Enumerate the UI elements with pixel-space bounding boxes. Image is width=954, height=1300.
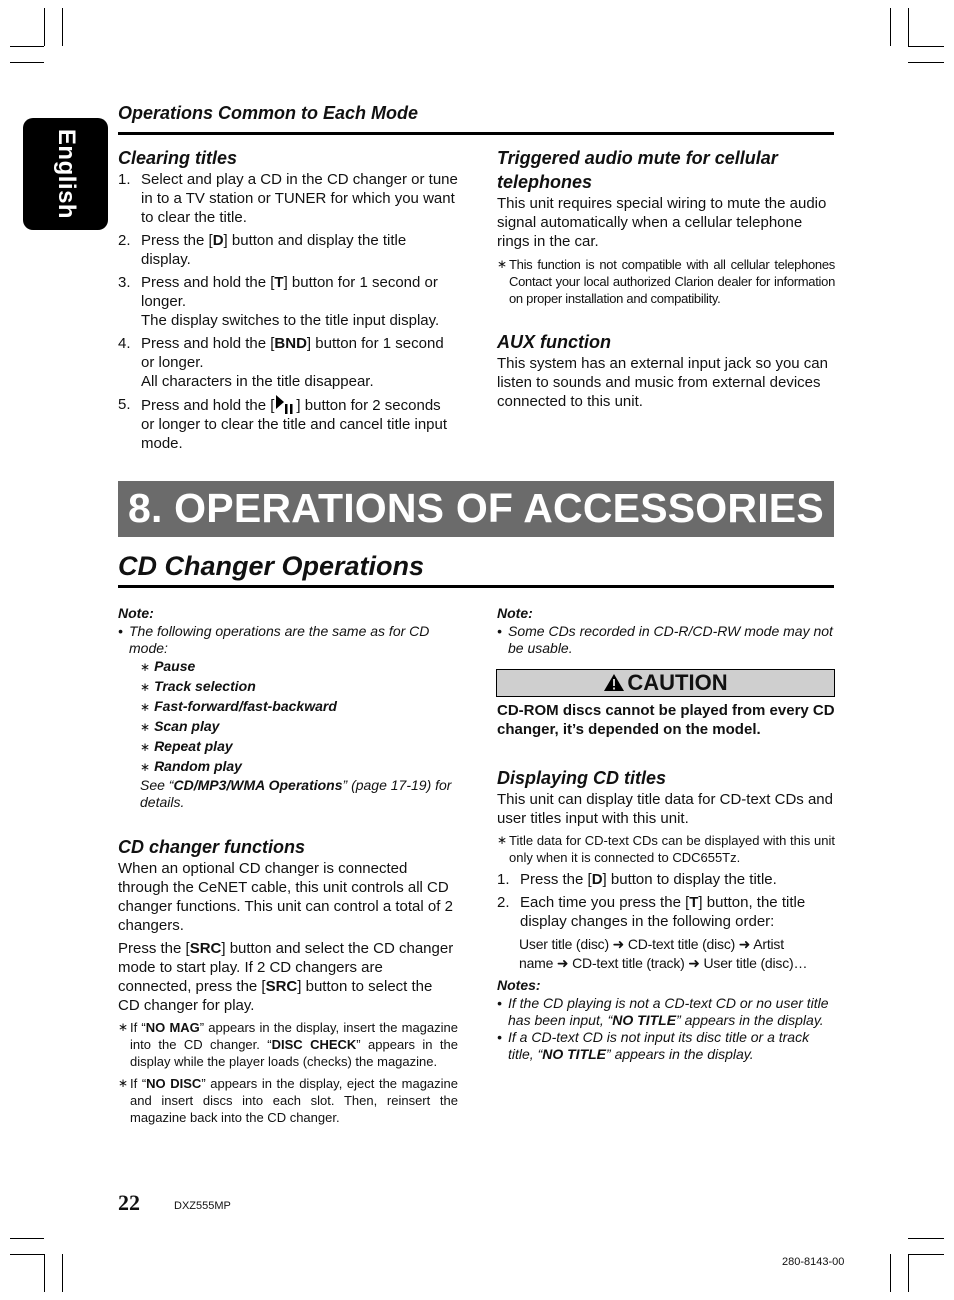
step-text: Press the [ [520,871,592,888]
caution-box [496,669,835,697]
step-number: 3. [118,274,131,291]
step-item [497,870,835,889]
key-label: T [689,894,699,911]
title-order-line: User title (disc) ➜ CD-text title (disc) ➜ Artist [519,936,784,952]
note-text: If a CD-text CD is not input its disc title or a track title, “ [508,1029,810,1062]
mute-note [497,256,835,307]
note-heading: Note: [497,605,533,621]
step-text: ] button for 1 second or longer. [141,335,444,371]
key-label: BND [274,335,307,352]
bullet-icon: • [497,995,502,1011]
step-item [118,395,458,453]
subchapter-title: CD Changer Operations [118,551,425,581]
step-text: ] button and display the title display. [141,232,407,268]
step-text: Each time you press the [ [520,894,690,911]
note-cdr-text: Some CDs recorded in CD-R/CD-RW mode may not be usable. [508,623,833,656]
note-item-text: Repeat play [154,738,233,754]
title-order [497,935,835,973]
step-text: Press and hold the [ [141,274,275,291]
note-cdr [497,623,835,657]
crop-mark [44,8,45,46]
note-text: ” appears in the display, eject the magazine and insert discs into each slot. Then, reinsert the magazine back into the CD changer. [130,1076,458,1125]
bullet-icon: • [497,1029,502,1045]
asterisk-icon: ∗ [140,760,151,774]
note-intro [118,623,458,657]
clearing-titles-section [118,146,458,457]
model-number: DXZ555MP [174,1200,231,1212]
cd-changer-functions-para1: When an optional CD changer is connected through the CeNET cable, this unit controls all CD changer functions. This unit can control a total of 2 changers. [118,860,453,934]
step-number: 1. [118,171,131,188]
clearing-titles-heading: Clearing titles [118,148,238,168]
note-items [118,657,458,811]
asterisk-icon: ∗ [140,720,151,734]
crop-mark [908,1254,909,1292]
mute-section [497,146,835,411]
step-number: 2. [497,894,510,911]
crop-mark [10,62,44,63]
caution-text: CD-ROM discs cannot be played from every CD changer, it’s depended on the model. [497,702,835,738]
note-text: ” appears in the display, insert the magazine into the CD changer. “ [130,1020,458,1052]
step-number: 4. [118,335,131,352]
asterisk-icon: ∗ [497,257,507,271]
bullet-icon: • [497,623,502,639]
step-number: 1. [497,871,510,888]
mute-note-text: This function is not compatible with all cellular telephones Contact your local authorized Clarion dealer for information on proper installation and compatibility. [509,257,835,306]
step-text: ] button for 1 second or longer. [141,274,438,310]
chapter-title: 8. OPERATIONS OF ACCESSORIES [128,485,824,531]
step-text: Press and hold the [ [141,397,275,414]
displaying-cd-titles-body: This unit can display title data for CD-text CDs and user titles input with this unit. [497,791,833,827]
asterisk-icon: ∗ [140,740,151,754]
title-order-line: name ➜ CD-text title (track) ➜ User title (disc)… [519,955,808,971]
note-text: If the CD playing is not a CD-text CD or no user title has been input, “ [508,995,829,1028]
step-number: 2. [118,232,131,249]
no-disc-note [118,1075,458,1126]
crop-mark [44,1254,45,1292]
crop-mark [10,46,44,47]
note-text: ” appears in the display. [676,1012,824,1028]
note-text: ” appears in the display while the player loads (checks) the magazine. [130,1037,458,1069]
note-text: If “ [130,1020,146,1035]
bullet-icon: • [118,623,123,639]
mute-heading: Triggered audio mute for cellular telephones [497,148,778,192]
asterisk-icon: ∗ [118,1076,129,1090]
note-item-text: Random play [154,758,242,774]
page-number: 22 [118,1190,140,1215]
step-item [118,273,458,330]
play-pause-icon [274,395,296,415]
note-item [129,737,458,757]
caution-label-text: CAUTION [627,670,728,695]
step-number: 5. [118,396,131,413]
document-code: 280-8143-00 [782,1256,845,1268]
warning-icon [603,673,625,692]
step-text: Press and hold the [ [141,335,275,352]
key-label: D [591,871,603,888]
note-heading: Note: [118,605,154,621]
note-item-text: Track selection [154,678,256,694]
asterisk-icon: ∗ [118,1020,129,1034]
step-item [118,170,458,227]
step-subtext: All characters in the title disappear. [141,373,374,390]
display-steps [497,870,835,931]
chapter-banner [118,481,834,537]
see-text: See “ [140,777,174,793]
subchapter-header [118,551,834,588]
crop-mark [62,8,63,46]
no-title-note [497,995,835,1029]
note-item-text: Fast-forward/fast-backward [154,698,337,714]
caution-label [603,670,727,695]
crop-mark [908,62,944,63]
note-item [129,697,458,717]
cd-changer-right-column [497,604,835,657]
crop-mark [908,46,944,47]
crop-mark [890,8,891,46]
display-message: NO TITLE [612,1012,677,1028]
step-item [118,231,458,269]
step-item [497,893,835,931]
crop-mark [62,1254,63,1292]
step-item [118,334,458,391]
step-text: Press the [ [141,232,213,249]
note-item [129,757,458,777]
key-label: D [212,232,224,249]
note-item-text: Scan play [154,718,220,734]
step-text: ] button, the title display changes in the following order: [520,894,806,930]
asterisk-icon: ∗ [497,833,508,847]
cd-changer-functions-heading: CD changer functions [118,837,306,857]
step-text: ] button for 2 seconds or longer to clear the title and cancel title input mode. [141,397,448,452]
key-label: SRC [265,978,298,995]
para-text: Press the [ [118,940,190,957]
para-text: ] button to select the CD changer for play. [118,978,433,1014]
displaying-cd-titles-section [497,766,835,1063]
notes-heading: Notes: [497,977,541,993]
note-text: If “ [130,1076,147,1091]
crop-mark [10,1254,44,1255]
clearing-titles-steps [118,170,458,453]
displaying-cd-titles-heading: Displaying CD titles [497,768,667,788]
note-item [129,717,458,737]
see-text: ” (page 17-19) for details. [140,777,452,810]
note-intro-text: The following operations are the same as for CD mode: [129,623,430,656]
key-label: SRC [189,940,222,957]
key-label: T [274,274,284,291]
note-text: ” appears in the display. [606,1046,754,1062]
asterisk-icon: ∗ [140,660,151,674]
asterisk-icon: ∗ [140,680,151,694]
display-message: DISC CHECK [271,1037,357,1052]
language-tab-label: English [52,128,80,220]
display-message: NO TITLE [542,1046,607,1062]
display-message: NO MAG [145,1020,200,1035]
para-text: ] button and select the CD changer mode to start play. If 2 CD changers are connected, press the [ [118,940,454,995]
asterisk-icon: ∗ [140,700,151,714]
no-mag-note [118,1019,458,1070]
mute-body: This unit requires special wiring to mute the audio signal automatically when a cellular telephone rings in the car. [497,195,827,250]
note-see-also [129,777,458,811]
note-item [129,657,458,677]
note-item-text: Pause [154,658,196,674]
cdtext-note [497,832,835,866]
section-header-title: Operations Common to Each Mode [118,103,419,123]
step-subtext: The display switches to the title input display. [141,312,440,329]
cdtext-note-text: Title data for CD-text CDs can be displayed with this unit only when it is connected to CDC655Tz. [509,833,835,865]
crop-mark [908,1238,944,1239]
step-text: ] button to display the title. [602,871,777,888]
crop-mark [908,1254,944,1255]
no-title-note [497,1029,835,1063]
crop-mark [908,8,909,46]
see-link-text: CD/MP3/WMA Operations [173,777,343,793]
language-tab [23,118,108,230]
aux-heading: AUX function [497,332,611,352]
step-text: Select and play a CD in the CD changer or tune in to a TV station or TUNER for which you want to clear the title. [141,171,458,226]
note-item [129,677,458,697]
cd-changer-left-column [118,604,458,1126]
crop-mark [890,1254,891,1292]
aux-body: This system has an external input jack so you can listen to sounds and music from external devices connected to this unit. [497,355,828,410]
section-header [118,103,834,135]
cd-changer-functions-para2 [118,939,458,1015]
display-message: NO DISC [146,1076,202,1091]
crop-mark [10,1238,44,1239]
